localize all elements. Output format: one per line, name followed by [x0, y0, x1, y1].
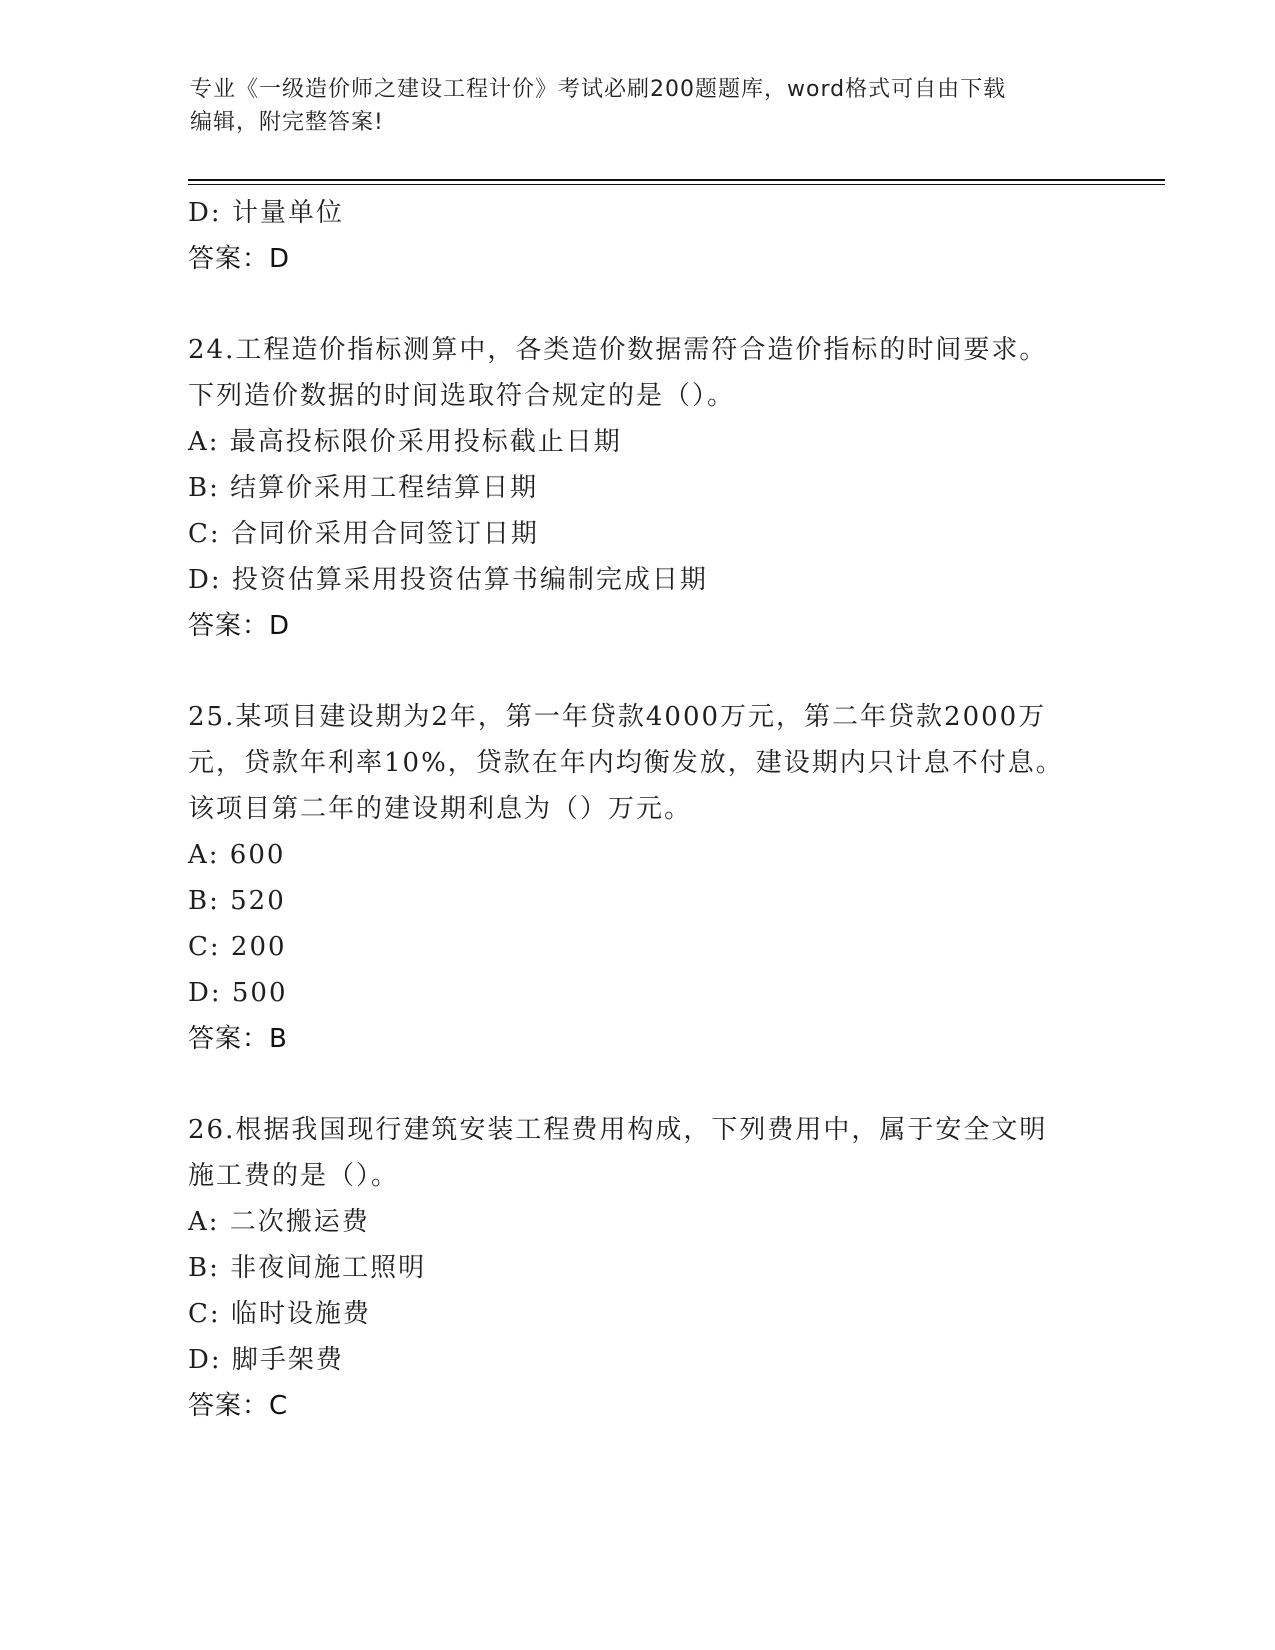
option-b: B: 非夜间施工照明 — [188, 1253, 427, 1283]
question-25 — [188, 694, 1108, 1062]
question-stem — [188, 327, 1108, 419]
stem-line: 26.根据我国现行建筑安装工程费用构成，下列费用中，属于安全文明 — [188, 1115, 1048, 1145]
option-a: A: 二次搬运费 — [188, 1207, 370, 1237]
previous-question-tail — [188, 190, 1108, 282]
stem-line: 下列造价数据的时间选取符合规定的是（）。 — [188, 381, 736, 411]
option-c: C: 200 — [188, 932, 287, 962]
option-b: B: 520 — [188, 886, 286, 916]
option-b: B: 结算价采用工程结算日期 — [188, 473, 539, 503]
question-stem — [188, 1107, 1108, 1199]
option-d: D: 投资估算采用投资估算书编制完成日期 — [188, 565, 708, 595]
question-26 — [188, 1107, 1108, 1429]
question-list — [188, 190, 1108, 1429]
answer-line: 答案：D — [188, 244, 291, 274]
document-header — [190, 73, 1090, 139]
option-c: C: 合同价采用合同签订日期 — [188, 519, 539, 549]
answer-line: 答案：C — [188, 1391, 289, 1421]
stem-line: 25.某项目建设期为2年，第一年贷款4000万元，第二年贷款2000万 — [188, 702, 1047, 732]
answer-line: 答案：D — [188, 611, 291, 641]
option-a: A: 600 — [188, 840, 286, 870]
stem-line: 元，贷款年利率10%，贷款在年内均衡发放，建设期内只计息不付息。 — [188, 748, 1064, 778]
option-c: C: 临时设施费 — [188, 1299, 371, 1329]
option-d: D: 500 — [188, 978, 288, 1008]
question-stem — [188, 694, 1108, 832]
question-24 — [188, 327, 1108, 649]
header-line-1: 专业《一级造价师之建设工程计价》考试必刷200题题库，word格式可自由下载 — [190, 77, 1007, 102]
stem-line: 该项目第二年的建设期利息为（）万元。 — [188, 794, 693, 824]
option-d: D: 计量单位 — [188, 198, 344, 228]
header-divider-top — [188, 179, 1165, 181]
header-line-2: 编辑，附完整答案! — [190, 110, 384, 135]
stem-line: 施工费的是（）。 — [188, 1161, 400, 1191]
option-a: A: 最高投标限价采用投标截止日期 — [188, 427, 622, 457]
option-d: D: 脚手架费 — [188, 1345, 344, 1375]
answer-line: 答案：B — [188, 1024, 288, 1054]
stem-line: 24.工程造价指标测算中，各类造价数据需符合造价指标的时间要求。 — [188, 335, 1048, 365]
header-divider-bottom — [188, 184, 1165, 185]
